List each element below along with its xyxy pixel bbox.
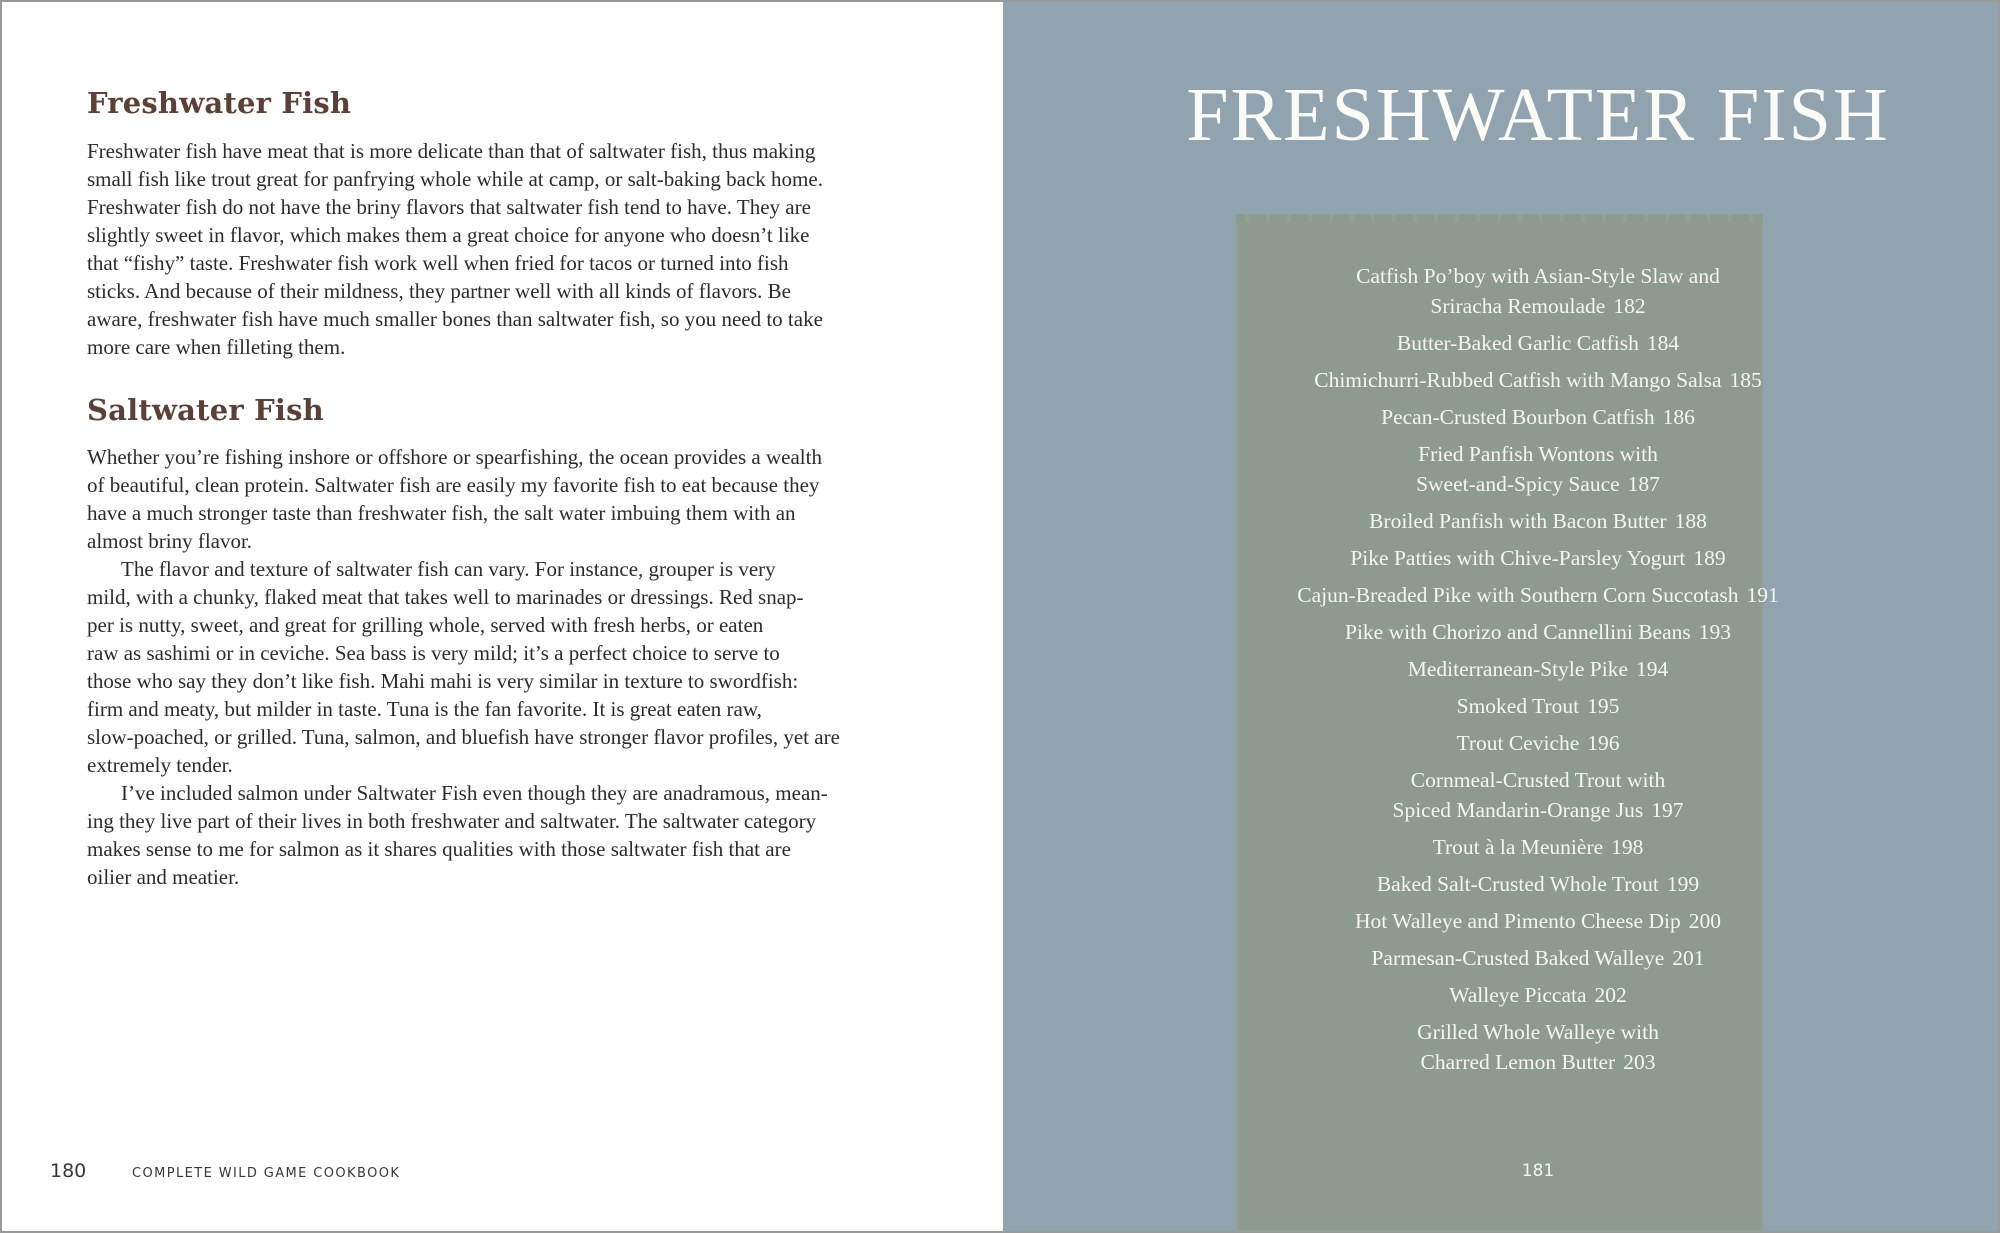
running-title: COMPLETE WILD GAME COOKBOOK [132,1166,401,1181]
chapter-title: FRESHWATER FISH [1186,73,1890,157]
paragraph-line: I’ve included salmon under Saltwater Fish even though they are anadramous, mean- [121,781,828,805]
paragraph-line: more care when filleting them. [87,335,346,359]
recipe-title-line [1003,580,2000,610]
recipe-title-line [1003,261,2000,291]
recipe-item [1003,980,2000,1010]
recipe-item [1003,832,2000,862]
recipe-title-line [1003,832,2000,862]
recipe-title-text: Fried Panfish Wontons with [1418,442,1658,466]
recipe-title-text: Catfish Po’boy with Asian-Style Slaw and [1356,264,1720,288]
paragraph-line: small fish like trout great for panfrying whole while at camp, or salt-baking back home. [87,167,823,191]
recipe-item [1003,1017,2000,1077]
paragraph-line: have a much stronger taste than freshwater fish, the salt water imbuing them with an [87,501,796,525]
paragraph-line: that “fishy” taste. Freshwater fish work well when fried for tacos or turned into fish [87,251,789,275]
recipe-item [1003,328,2000,358]
recipe-item [1003,728,2000,758]
recipe-title-line [1003,1047,2000,1077]
paragraph-line: those who say they don’t like fish. Mahi mahi is very similar in texture to swordfish: [87,669,799,693]
page-number-left: 180 [50,1160,87,1182]
saltwater-text [87,443,847,891]
paragraph-line: of beautiful, clean protein. Saltwater fish are easily my favorite fish to eat because they [87,473,820,497]
recipe-title-text: Trout à la Meunière [1432,835,1604,859]
recipe-page-number: 202 [1594,983,1627,1007]
recipe-page-number: 184 [1646,331,1680,355]
right-page [1003,0,2000,1233]
recipe-title-text: Hot Walleye and Pimento Cheese Dip [1355,909,1681,933]
recipe-title-line [1003,1017,2000,1047]
recipe-item [1003,580,2000,610]
recipe-page-number: 193 [1698,620,1731,644]
paragraph-line: oilier and meatier. [87,865,240,889]
paragraph-line: firm and meaty, but milder in taste. Tuna is the fan favorite. It is great eaten raw, [87,697,762,721]
recipe-title-line [1003,469,2000,499]
recipe-title-text: Trout Ceviche [1456,731,1580,755]
recipe-item [1003,617,2000,647]
recipe-page-number: 187 [1627,472,1660,496]
paragraph-line: ing they live part of their lives in both freshwater and saltwater. The saltwater category [87,809,817,833]
recipe-page-number: 185 [1729,368,1762,392]
paragraph-line: Whether you’re fishing inshore or offshore or spearfishing, the ocean provides a wealth [87,445,822,469]
recipe-title-text: Cornmeal-Crusted Trout with [1410,768,1666,792]
recipe-item [1003,906,2000,936]
recipe-title-line [1003,728,2000,758]
recipe-item [1003,654,2000,684]
freshwater-text [87,137,847,361]
recipe-item [1003,869,2000,899]
recipe-item [1003,943,2000,973]
recipe-title-text: Baked Salt-Crusted Whole Trout [1376,872,1659,896]
recipe-title-line [1003,691,2000,721]
recipe-title-text: Sriracha Remoulade [1430,294,1606,318]
recipe-title-text: Chimichurri-Rubbed Catfish with Mango Salsa [1314,368,1722,392]
paragraph-line: aware, freshwater fish have much smaller bones than saltwater fish, so you need to take [87,307,823,331]
heading-saltwater-fish: Saltwater Fish [87,393,324,427]
recipe-item [1003,402,2000,432]
recipe-title-line [1003,906,2000,936]
paragraph-line: extremely tender. [87,753,233,777]
paragraph-line: mild, with a chunky, flaked meat that takes well to marinades or dressings. Red snap- [87,585,804,609]
recipe-page-number: 188 [1674,509,1707,533]
paragraph-line: almost briny flavor. [87,529,253,553]
recipe-title-line [1003,654,2000,684]
recipe-item [1003,261,2000,321]
recipe-page-number: 182 [1613,294,1646,318]
heading-freshwater-fish: Freshwater Fish [87,86,352,120]
recipe-page-number: 198 [1611,835,1644,859]
recipe-title-line [1003,439,2000,469]
recipe-title-line [1003,980,2000,1010]
recipe-page-number: 189 [1693,546,1726,570]
paragraph-line: Freshwater fish have meat that is more delicate than that of saltwater fish, thus making [87,139,816,163]
recipe-title-text: Grilled Whole Walleye with [1417,1020,1659,1044]
recipe-page-number: 200 [1688,909,1721,933]
recipe-title-text: Charred Lemon Butter [1420,1050,1616,1074]
paragraph-line: sticks. And because of their mildness, they partner well with all kinds of flavors. Be [87,279,791,303]
recipe-page-number: 203 [1623,1050,1656,1074]
recipe-title-text: Broiled Panfish with Bacon Butter [1369,509,1667,533]
recipe-title-text: Mediterranean-Style Pike [1407,657,1629,681]
page-number-right: 181 [1521,1161,1555,1181]
paragraph-line: makes sense to me for salmon as it shares qualities with those saltwater fish that are [87,837,791,861]
recipe-title-line [1003,365,2000,395]
recipe-title-text: Cajun-Breaded Pike with Southern Corn Succotash [1297,583,1739,607]
recipe-page-number: 201 [1672,946,1705,970]
paragraph-line: slightly sweet in flavor, which makes them a great choice for anyone who doesn’t like [87,223,810,247]
recipe-title-line [1003,506,2000,536]
recipe-item [1003,691,2000,721]
recipe-title-text: Butter-Baked Garlic Catfish [1396,331,1639,355]
paragraph-line: per is nutty, sweet, and great for grilling whole, served with fresh herbs, or eaten [87,613,764,637]
paragraph-line: slow-poached, or grilled. Tuna, salmon, and bluefish have stronger flavor profiles, yet are [87,725,840,749]
recipe-title-line [1003,869,2000,899]
recipe-title-text: Walleye Piccata [1449,983,1587,1007]
recipe-page-number: 195 [1587,694,1620,718]
recipe-list [1003,261,2000,1084]
recipe-page-number: 186 [1662,405,1695,429]
recipe-title-text: Parmesan-Crusted Baked Walleye [1371,946,1665,970]
recipe-title-line [1003,402,2000,432]
recipe-item [1003,765,2000,825]
recipe-title-line [1003,617,2000,647]
recipe-title-text: Spiced Mandarin-Orange Jus [1392,798,1644,822]
recipe-title-line [1003,291,2000,321]
recipe-page-number: 191 [1746,583,1779,607]
recipe-page-number: 194 [1636,657,1669,681]
recipe-item [1003,506,2000,536]
paragraph-line: The flavor and texture of saltwater fish can vary. For instance, grouper is very [121,557,776,581]
recipe-item [1003,439,2000,499]
recipe-title-text: Pecan-Crusted Bourbon Catfish [1381,405,1655,429]
recipe-title-text: Sweet-and-Spicy Sauce [1416,472,1620,496]
recipe-title-text: Pike Patties with Chive-Parsley Yogurt [1350,546,1686,570]
recipe-title-line [1003,543,2000,573]
recipe-title-text: Smoked Trout [1456,694,1580,718]
recipe-title-line [1003,943,2000,973]
recipe-item [1003,543,2000,573]
recipe-title-line [1003,765,2000,795]
recipe-title-text: Pike with Chorizo and Cannellini Beans [1345,620,1691,644]
recipe-page-number: 199 [1666,872,1700,896]
paragraph-line: raw as sashimi or in ceviche. Sea bass is very mild; it’s a perfect choice to serve to [87,641,780,665]
recipe-page-number: 196 [1587,731,1620,755]
recipe-page-number: 197 [1651,798,1684,822]
recipe-title-line [1003,328,2000,358]
recipe-item [1003,365,2000,395]
paragraph-line: Freshwater fish do not have the briny flavors that saltwater fish tend to have. They are [87,195,811,219]
recipe-title-line [1003,795,2000,825]
